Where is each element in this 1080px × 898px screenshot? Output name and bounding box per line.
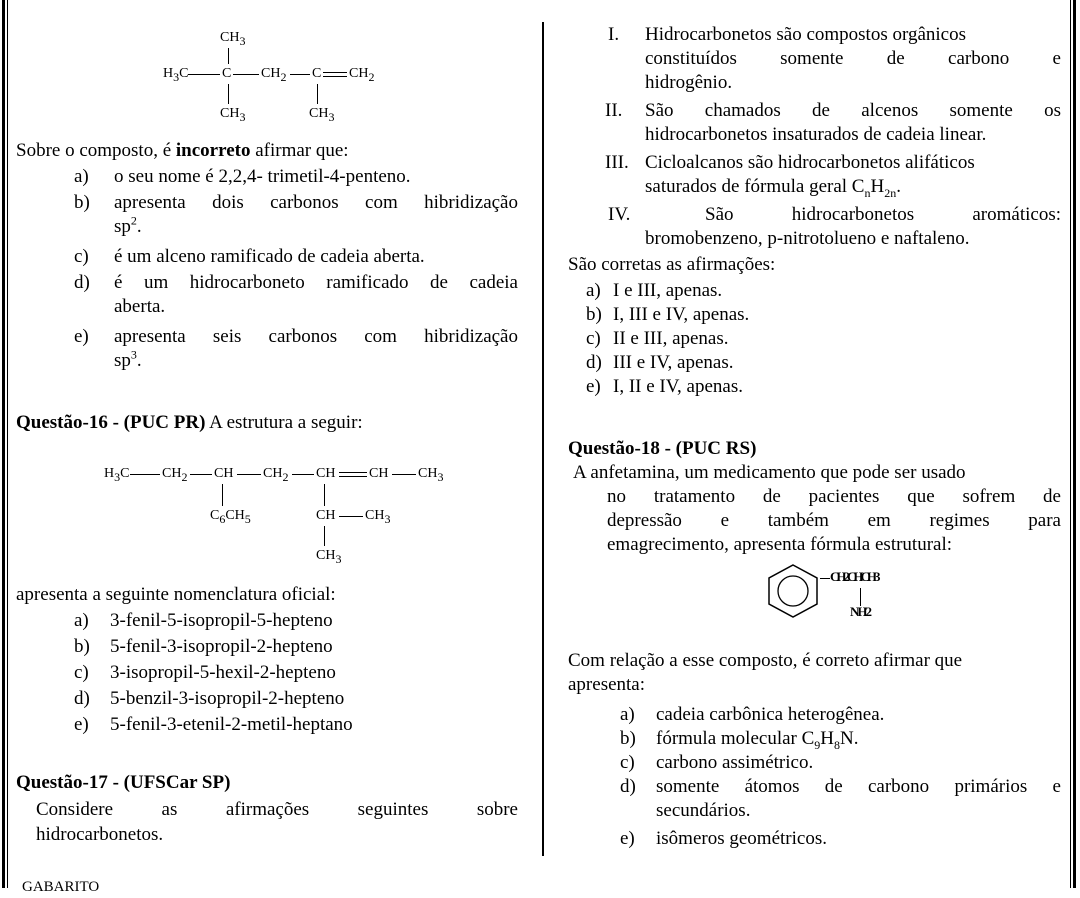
option-e: apresenta seis carbonos com hibridização [114, 326, 518, 347]
option-letter: a) [620, 704, 635, 725]
chem-label: CH2CHCH3 [830, 569, 878, 584]
option-letter: c) [586, 328, 601, 349]
option-letter: e) [620, 828, 635, 849]
chem-label: $C_6CH_5$ [210, 508, 251, 526]
question-18-after: apresenta: [568, 674, 646, 695]
option-b: 5-fenil-3-isopropil-2-hepteno [110, 636, 333, 657]
option-letter: d) [620, 776, 636, 797]
chem-label: $CH_3$ [365, 508, 391, 526]
chem-label: CH [214, 466, 234, 481]
option-b-cont: $sp^2$. [114, 213, 142, 237]
chem-label: CH [369, 466, 389, 481]
page-border-right [1073, 0, 1076, 888]
option-a: o seu nome é 2,2,4- trimetil-4-penteno. [114, 166, 411, 187]
option-d: é um hidrocarboneto ramificado de cadeia [114, 272, 518, 293]
option-letter: d) [586, 352, 602, 373]
statement-number: IV. [608, 204, 631, 225]
chem-label: $CH_3$ [220, 30, 246, 48]
chem-bond [324, 526, 325, 546]
option-letter: c) [74, 662, 89, 683]
statement-4: São hidrocarbonetos aromáticos: [705, 204, 1061, 225]
compound-intro: Sobre o composto, é incorreto afirmar que: [16, 140, 349, 161]
question-17-heading: Questão-17 - (UFSCar SP) [16, 772, 231, 793]
statement-3: Cicloalcanos são hidrocarbonetos alifáticos [645, 152, 975, 173]
chem-bond [222, 484, 223, 506]
option-d: 5-benzil-3-isopropil-2-hepteno [110, 688, 345, 709]
chem-label: $CH_2$ [261, 66, 287, 84]
option-letter: a) [74, 166, 89, 187]
page-border-right-inner [1070, 0, 1071, 888]
chem-double-bond-line [323, 76, 347, 77]
statement-1-cont: constituídos somente de carbono e [645, 48, 1061, 69]
option-letter: c) [620, 752, 635, 773]
chem-label: NH2 [850, 604, 870, 619]
chem-label: CH [316, 508, 336, 523]
benzene-ring [766, 562, 820, 620]
option-letter: b) [74, 636, 90, 657]
option-letter: e) [586, 376, 601, 397]
option-d-cont: secundários. [656, 800, 751, 821]
chem-label: CH [316, 466, 336, 481]
chem-bond [237, 474, 261, 475]
chem-label: $CH_3$ [309, 106, 335, 124]
option-letter: e) [74, 326, 89, 347]
chem-double-bond-line [339, 476, 367, 477]
statement-4-cont: bromobenzeno, p-nitrotolueno e naftaleno. [645, 228, 970, 249]
statement-number: II. [605, 100, 623, 121]
statement-2: São chamados de alcenos somente os [645, 100, 1061, 121]
option-e: I, II e IV, apenas. [613, 376, 743, 397]
chem-label: C [312, 66, 322, 81]
question-18-after: Com relação a esse composto, é correto afirmar que [568, 650, 963, 671]
statement-number: I. [608, 24, 620, 45]
option-letter: d) [74, 688, 90, 709]
option-c: carbono assimétrico. [656, 752, 814, 773]
statement-3-cont: saturados de fórmula geral $C_nH_{2n}$. [645, 176, 901, 200]
question-16-after: apresenta a seguinte nomenclatura oficial: [16, 584, 336, 605]
option-d-cont: aberta. [114, 296, 166, 317]
statement-2-cont: hidrocarbonetos insaturados de cadeia linear. [645, 124, 987, 145]
chem-bond [339, 516, 363, 517]
question-17-intro: Considere as afirmações seguintes sobre [36, 799, 518, 820]
chem-bond [317, 84, 318, 104]
chem-bond [188, 74, 220, 75]
option-e-cont: $sp^3$. [114, 347, 142, 371]
option-letter: b) [586, 304, 602, 325]
option-e: isômeros geométricos. [656, 828, 827, 849]
question-17-intro-cont: hidrocarbonetos. [36, 824, 164, 845]
chem-label: $H_3C$ [104, 466, 130, 484]
option-letter: d) [74, 272, 90, 293]
option-letter: e) [74, 714, 89, 735]
statement-1-cont: hidrogênio. [645, 72, 733, 93]
footer-gabarito: GABARITO [22, 879, 100, 895]
chem-bond [292, 474, 314, 475]
statement-number: III. [605, 152, 629, 173]
option-letter: b) [74, 192, 90, 213]
option-b: I, III e IV, apenas. [613, 304, 750, 325]
chem-bond [130, 474, 160, 475]
option-b: apresenta dois carbonos com hibridização [114, 192, 518, 213]
chem-label: $CH_3$ [418, 466, 444, 484]
option-b: fórmula molecular $C_9H_8N$. [656, 728, 859, 752]
page-border-left [2, 0, 5, 888]
chem-bond [392, 474, 416, 475]
chem-bond [290, 74, 310, 75]
option-letter: a) [586, 280, 601, 301]
question-18-text: A anfetamina, um medicamento que pode ser usado [573, 462, 966, 483]
option-c: 3-isopropil-5-hexil-2-hepteno [110, 662, 336, 683]
correct-intro: São corretas as afirmações: [568, 254, 776, 275]
chem-label: $H_3C$ [163, 66, 189, 84]
question-18-text: depressão e também em regimes para [607, 510, 1061, 531]
chem-bond [228, 48, 229, 64]
chem-label: $CH_2$ [349, 66, 375, 84]
page-border-left-inner [7, 0, 8, 888]
chem-label: $CH_2$ [263, 466, 289, 484]
chem-label: $CH_3$ [220, 106, 246, 124]
option-letter: c) [74, 246, 89, 267]
chem-bond [324, 484, 325, 506]
chem-label: C [222, 66, 232, 81]
option-letter: a) [74, 610, 89, 631]
chem-bond [233, 74, 259, 75]
question-16-heading: Questão-16 - (PUC PR) A estrutura a seguir: [16, 412, 363, 433]
column-divider [542, 22, 544, 856]
question-18-text: no tratamento de pacientes que sofrem de [607, 486, 1061, 507]
option-e: 5-fenil-3-etenil-2-metil-heptano [110, 714, 353, 735]
option-c: é um alceno ramificado de cadeia aberta. [114, 246, 425, 267]
option-a: I e III, apenas. [613, 280, 723, 301]
chem-double-bond-line [323, 72, 347, 73]
statement-1: Hidrocarbonetos são compostos orgânicos [645, 24, 967, 45]
option-letter: b) [620, 728, 636, 749]
option-d: III e IV, apenas. [613, 352, 734, 373]
option-c: II e III, apenas. [613, 328, 729, 349]
question-18-heading: Questão-18 - (PUC RS) [568, 438, 757, 459]
chem-bond [820, 578, 830, 579]
option-d: somente átomos de carbono primários e [656, 776, 1061, 797]
chem-label: $CH_3$ [316, 548, 342, 566]
question-18-text: emagrecimento, apresenta fórmula estrutural: [607, 534, 953, 555]
option-a: cadeia carbônica heterogênea. [656, 704, 885, 725]
chem-bond [228, 84, 229, 104]
chem-double-bond-line [339, 472, 367, 473]
chem-bond [190, 474, 212, 475]
option-a: 3-fenil-5-isopropil-5-hepteno [110, 610, 333, 631]
chem-label: $CH_2$ [162, 466, 188, 484]
